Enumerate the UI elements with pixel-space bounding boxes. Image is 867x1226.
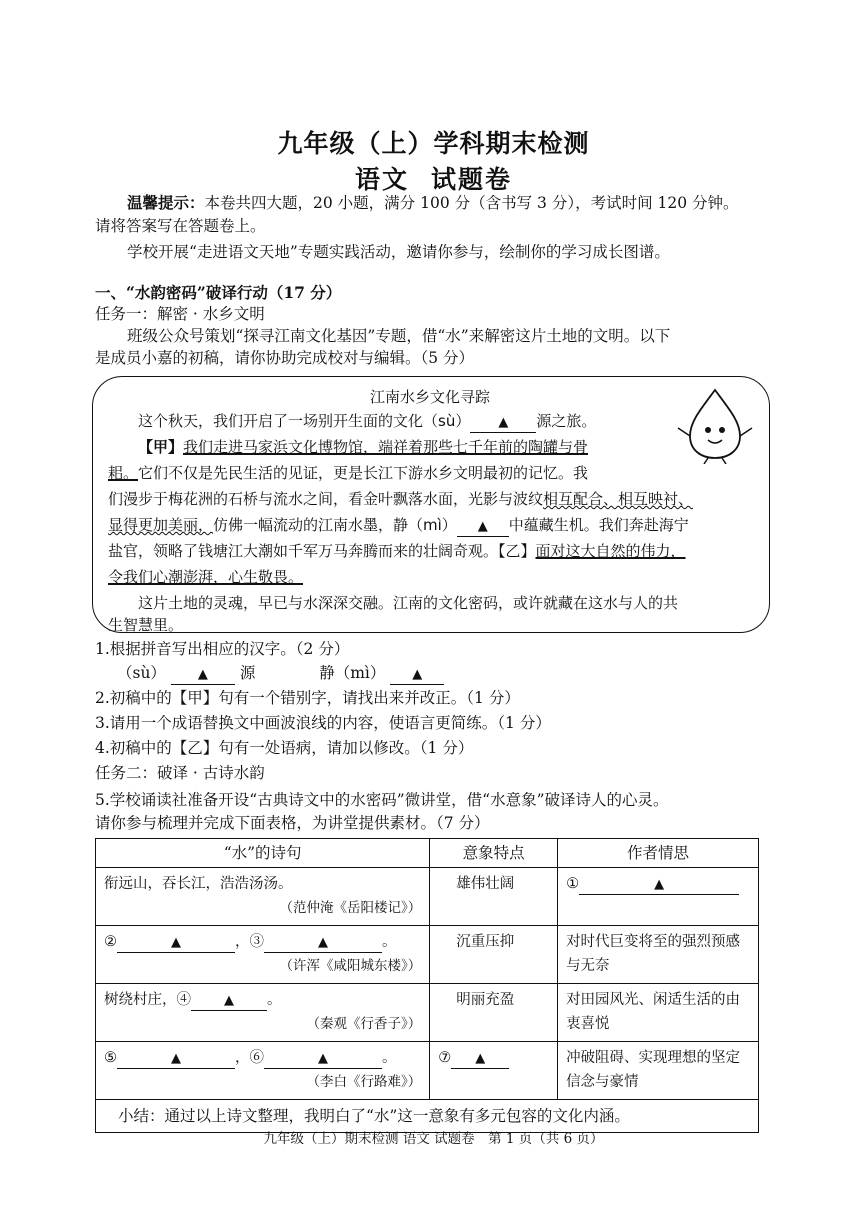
draft-line-2 — [108, 434, 798, 460]
draft-line-5 — [108, 512, 768, 538]
answer-blank — [457, 516, 509, 537]
triangle-marker: ▲ — [318, 1051, 328, 1066]
question-1-blanks — [95, 662, 807, 685]
summary-cell: 小结：通过以上诗文整理，我明白了“水”这一意象有多元包容的文化内涵。 — [96, 1100, 759, 1133]
poem-source: （秦观《行香子》） — [306, 1016, 422, 1032]
circled-number: ⑦ — [438, 1050, 452, 1066]
sentence-yi: 面对这大自然的伟力， — [535, 542, 686, 560]
poem-cell — [96, 868, 430, 926]
task-1-description: 班级公众号策划“探寻江南文化基因”专题，借“水”来解密这片土地的文明。以下 — [127, 327, 671, 345]
poem-text: 衔远山，吞长江，浩浩汤汤。 — [104, 876, 293, 892]
subtitle-paper: 试题卷 — [431, 165, 513, 194]
question-4: 4.初稿中的【乙】句有一处语病，请加以修改。（1 分） — [95, 739, 474, 757]
answer-blank — [264, 933, 382, 953]
poem-table — [95, 838, 759, 1133]
triangle-marker: ▲ — [171, 935, 181, 950]
circled-number: ，③ — [235, 934, 264, 950]
feature-cell — [430, 1042, 558, 1100]
table-row — [96, 926, 759, 984]
circled-number: ⑤ — [104, 1050, 117, 1066]
question-5-2: 请你参与梳理并完成下面表格，为讲堂提供素材。（7 分） — [95, 814, 490, 832]
draft-line-6 — [108, 538, 768, 564]
poem-cell — [96, 1042, 430, 1100]
draft-line-4 — [108, 486, 768, 512]
punctuation: 。 — [267, 992, 282, 1008]
text-yuan: 源 — [239, 664, 256, 682]
answer-blank — [470, 412, 536, 433]
answer-blank — [451, 1049, 509, 1069]
answer-blank — [579, 875, 739, 895]
draft-line-7 — [108, 564, 768, 590]
page-title: 九年级（上）学科期末检测 — [277, 129, 590, 158]
notice-line — [95, 192, 817, 214]
poem-source: （许浑《咸阳城东楼》） — [279, 958, 422, 974]
wavy-underline-text: 显得更加美丽， — [108, 516, 214, 534]
draft-text: 源之旅。 — [536, 412, 597, 430]
draft-heading: 江南水乡文化寻踪 — [369, 388, 490, 406]
draft-text: 这个秋天，我们开启了一场别开生面的文化（sù） — [138, 412, 471, 430]
notice-text: 本卷共四大题，20 小题，满分 100 分（含书写 3 分），考试时间 120 分钟。 — [204, 194, 739, 212]
task-2-heading: 任务二：破译 · 古诗水韵 — [95, 764, 265, 782]
question-2: 2.初稿中的【甲】句有一个错别字，请找出来并改正。（1 分） — [95, 689, 520, 707]
draft-text: 仿佛一幅流动的江南水墨，静（mì） — [213, 516, 457, 534]
circled-number: ② — [104, 934, 117, 950]
draft-text: 们漫步于梅花洲的石桥与流水之间，看金叶飘落水面，光影与波纹 — [108, 490, 544, 508]
notice-line-2: 请将答案写在答题卷上。 — [95, 217, 266, 235]
poem-source: （范仲淹《岳阳楼记》） — [279, 900, 422, 916]
table-row — [96, 984, 759, 1042]
triangle-marker: ▲ — [224, 993, 234, 1008]
subtitle-subject: 语文 — [354, 165, 409, 194]
section-1-heading: 一、“水韵密码”破译行动（17 分） — [95, 283, 342, 302]
sentence-jia: 我们走进马家浜文化博物馆，端祥着那些七千年前的陶罐与骨 — [183, 438, 589, 456]
question-5: 5.学校诵读社准备开设“古典诗文中的水密码”微讲堂，借“水意象”破译诗人的心灵。 — [95, 791, 669, 809]
feeling-cell: 冲破阻碍、实现理想的坚定信念与豪情 — [558, 1042, 759, 1100]
triangle-marker: ▲ — [654, 877, 665, 892]
intro-text: 学校开展“走进语文天地”专题实践活动，邀请你参与，绘制你的学习成长图谱。 — [127, 243, 670, 261]
draft-text: 中蕴藏生机。我们奔赴海宁 — [508, 516, 689, 534]
feature-cell: 沉重压抑 — [430, 926, 558, 984]
triangle-marker: ▲ — [318, 935, 328, 950]
answer-blank — [390, 664, 444, 685]
column-header: “水”的诗句 — [96, 839, 430, 868]
page-subtitle — [0, 160, 867, 196]
table-row — [96, 868, 759, 926]
poem-cell — [96, 984, 430, 1042]
page-footer: 九年级（上）期末检测 语文 试题卷 第 1 页（共 6 页） — [263, 1131, 604, 1147]
column-header: 作者情思 — [558, 839, 759, 868]
punctuation: 。 — [382, 1050, 397, 1066]
feature-cell: 雄伟壮阔 — [430, 868, 558, 926]
triangle-marker: ▲ — [477, 519, 488, 534]
poem-source: （李白《行路难》） — [306, 1074, 422, 1090]
sentence-jia-end: 耜。 — [108, 464, 139, 482]
notice-label: 温馨提示： — [127, 193, 205, 212]
question-3: 3.请用一个成语替换文中画波浪线的内容，使语言更简练。（1 分） — [95, 714, 551, 732]
answer-blank — [171, 664, 235, 685]
draft-line-9: 生智慧里。 — [108, 616, 184, 634]
triangle-marker: ▲ — [171, 1051, 181, 1066]
triangle-marker: ▲ — [498, 415, 509, 430]
draft-line-1 — [108, 408, 798, 434]
triangle-marker: ▲ — [197, 667, 208, 682]
feature-cell: 明丽充盈 — [430, 984, 558, 1042]
task-1-heading: 任务一：解密 · 水乡文明 — [95, 305, 265, 323]
draft-line-8: 这片土地的灵魂，早已与水深深交融。江南的文化密码，或许就藏在这水与人的共 — [138, 594, 679, 612]
draft-line-3 — [108, 460, 768, 486]
marker-jia: 【甲】 — [138, 438, 184, 456]
triangle-marker: ▲ — [412, 667, 423, 682]
task-1-description-2: 是成员小嘉的初稿，请你协助完成校对与编辑。（5 分） — [95, 349, 475, 367]
poem-cell — [96, 926, 430, 984]
triangle-marker: ▲ — [475, 1051, 486, 1066]
pinyin-mi: 静（mì） — [319, 664, 386, 682]
circled-number: ① — [566, 876, 580, 892]
draft-text: 它们不仅是先民生活的见证，更是长江下游水乡文明最初的记忆。我 — [138, 464, 589, 482]
feeling-cell: 对田园风光、闲适生活的由衷喜悦 — [558, 984, 759, 1042]
feeling-cell: 对时代巨变将至的强烈预感与无奈 — [558, 926, 759, 984]
answer-blank — [264, 1049, 382, 1069]
draft-text: 盐官，领略了钱塘江大潮如千军万马奔腾而来的壮阔奇观。【乙】 — [108, 542, 536, 560]
table-row — [96, 1042, 759, 1100]
pinyin-su: （sù） — [117, 664, 166, 682]
wavy-underline-text: 相互配合、相互映衬、 — [543, 490, 694, 508]
answer-blank — [191, 991, 267, 1011]
column-header: 意象特点 — [430, 839, 558, 868]
poem-text: 树绕村庄，④ — [104, 992, 191, 1008]
feeling-cell — [558, 868, 759, 926]
answer-blank — [117, 933, 235, 953]
question-1: 1.根据拼音写出相应的汉字。（2 分） — [95, 640, 350, 658]
table-header-row — [96, 839, 759, 868]
answer-blank — [117, 1049, 235, 1069]
punctuation: 。 — [382, 934, 397, 950]
circled-number: ，⑥ — [235, 1050, 264, 1066]
sentence-yi-end: 令我们心潮澎湃，心生敬畏。 — [108, 568, 304, 586]
